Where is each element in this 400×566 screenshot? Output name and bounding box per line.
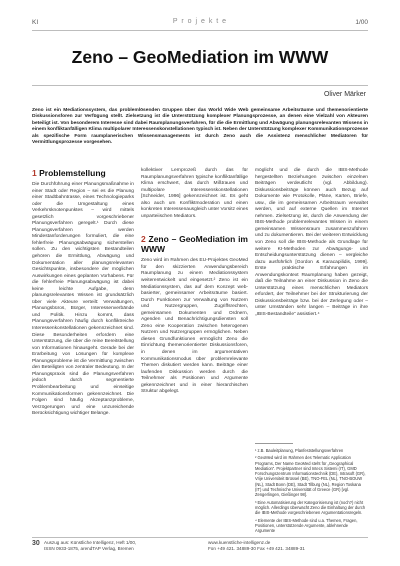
- footnote: ² GeoMed wird im Rahmen des Telematic Application Programs, Der Name GeoMed steht für „Geographical Mediation“. Projektpartner sind Intecs Sistemi (IT), GMD Forschungszentrum Informationstechnik (DE), Intrasoft (GR), Vrije Universiteit Brüssel (BE), TNO-FEL (NL), TNO-BOUW (NL), Stadt Bonn (DE), Stadt Tilburg (NL), Region Toskana (IT) und Technische Universität of Greece (GR) [vgl. Zengerlingen, Gießinger 98].: [255, 455, 366, 498]
- section-heading-2: [141, 234, 248, 254]
- footer-rule: [32, 537, 368, 538]
- publication-info: [44, 540, 136, 551]
- issue-number: 1/00: [355, 19, 368, 26]
- publication-line: ISSN 0933-1875, arendTAP Verlag, Bremen: [44, 545, 134, 551]
- footnotes: [255, 448, 368, 535]
- body-paragraph: Die Durchführung einer Planungsmaßnahme in einer Stadt oder Region – sei es die Planung einer Stadtbahntrasse, eines Technologieparks oder die Umgestaltung eines Verkehrsknotenpunktes – wird mittels gesetzlich vorgeschriebener Planungsverfahren geregelt.¹ Durch diese Planungsverfahren werden Mindestanforderungen formuliert, die eine fehlerfreie Planungsabwägung sicherstellen sollen. Zu den wichtigsten Bestandteilen gehören die Ermittlung, Abwägung und Dokumentation aller planungsrelevanten Gesichtspunkte, insbesondere der möglichen Auswirkungen eines geplanten Vorhabens. Für die fehlerfreie Planungsabwägung ist dabei keine leichte Aufgabe, denn planungsrelevantes Wissen ist grundsätzlich über viele Akteure verteilt: Verwaltungen, Planungsbüros, Bürger, Interessenverbände und Politik. Hinzu kommt, dass Planungsverfahren häufig durch konfliktreiche Interessenkonstellationen gekennzeichnet sind. Diese Besonderheiten erfordern eine Unterstützung, die über die reine Bereitstellung von Informationen hinausgeht. Gerade bei der Erarbeitung von Lösungen für komplexe Planungsprobleme ist die Vermittlung zwischen den Beteiligten von zentraler Bedeutung. In der Planungspraxis sind die Planungsverfahren jedoch durch segmentierte Problembearbeitung und einseitige Kommunikationsformen gekennzeichnet. Die Folgen sind häufig Akzeptanzprobleme, Verzögerungen und eine unzureichende Berücksichtigung wichtiger Belange.: [32, 182, 134, 417]
- section-number: 1: [32, 168, 37, 178]
- journal-abbrev: KI: [32, 19, 39, 26]
- body-paragraph: Zeno wird im Rahmen des EU-Projektes GeoMed für den skizzierten Anwendungsbereich Raumplanung zu einem Mediationssystem weiterentwickelt und eingesetzt.² Zeno ist ein Mediationssystem, das auf dem Konzept web-basierter, gemeinsamer Arbeitsräume basiert. Durch Funktionen zur Verwaltung von Nutzern und Nutzergruppen, Zugriffsrechten, gemeinsamen Dokumenten und Ordnern, Agenden und Benachrichtigungsdiensten soll Zeno eine Kooperation zwischen heterogenen Nutzern und Nutzergruppen ermöglichen. Neben diesen Grundfunktionen ermöglicht Zeno die Einrichtung themenorientierter Diskussionsforen, in denen im argumentativen Kommunikationsmodus über problemrelevante Themen diskutiert werden kann. Beiträge einer laufenden Diskussion werden durch die Teilnehmer als Positionen und Argumente gekennzeichnet und in einer hierarchischen Struktur abgelegt.: [141, 258, 248, 395]
- section-number: 2: [141, 234, 146, 245]
- abstract: Zeno ist ein Mediationssystem, das problemlösenden Gruppen über das World Wide Web gemeinsame Arbeitsräume und themenorientierte Diskussionsforen zur Verfügung stellt. Zielsetzung ist die Unterstützung komplexer Planungsprozesse, an denen eine Vielzahl von Akteuren beteiligt ist. Von besonderem Interesse sind dabei Raumplanungsverfahren, für die die Ermittlung und Abwägung planungsrelevanten Wissens in einem konfliktanfälligen Klima multipolarer Interessenskonstellationen typisch ist. Neben der Unterstützung komplexer Kommunikationsprozesse als spezifische Form raumplanerischen Wissensmanagements ist durch Zeno auch die Assistenz menschlicher Mediatoren für Vermittlungsprozesse vorgesehen.: [32, 108, 368, 146]
- phone-fax: Fon +49 421. 34889-30 Fax +49 421. 34889-31: [208, 545, 305, 551]
- section-title: Problemstellung: [39, 168, 106, 178]
- author-name: Oliver Märker: [323, 91, 366, 98]
- page-number: 30: [32, 540, 40, 547]
- footnote: ³ Eine Automatisierung der Kategorisierung ist (noch?) nicht möglich. Allerdings überwacht Zeno die Einhaltung der durch die IBIS-Methode vorgeschriebenen Argumentationsregeln.: [255, 499, 366, 516]
- title-rule: [32, 85, 368, 86]
- text-column-1: [32, 168, 134, 418]
- header-rule: [32, 30, 368, 31]
- text-column-2: [141, 168, 248, 396]
- publication-line: Auszug aus: Künstliche Intelligenz, Heft 1/00,: [44, 540, 137, 545]
- running-header: [32, 17, 368, 29]
- body-paragraph: möglicht und die durch die IBIS-Methode hergestellten Beziehungen zwischen einzelnen Beiträgen verdeutlicht (vgl. Abbildung). Diskussionsbeiträge können auch Bezug auf Dokumente wie Protokolle, Pläne, Karten, Briefe, usw., die im gemeinsamen Arbeitsraum verwaltet werden, und auf externe Quellen im Internet nehmen. Zielsetzung ist, durch die Anwendung der IBIS-Methode problemrelevantes Wissen in einem gemeinsamen Wissensraum zusammenzuführen und zu dokumentieren. Bei der weiteren Entwicklung von Zeno soll die IBIS-Methode als Grundlage für weitere KI-Methoden zur Abwägungs- und Entscheidungsunterstützung dienen – vergleiche dazu ausführlich [Gordon & Karacapilidis, 1999]. Erste praktische Erfahrungen im Anwendungskontext Raumplanung haben gezeigt, daß die Teilnahme an einer Diskussion in Zeno die Unterstützung eines menschlichen Mediators erfordert, der Teilnehmer bei der Strukturierung der Diskussionsbeiträge bzw. bei der Zerlegung oder – unter Umständen sehr langen – Beiträge in ihre „IBIS-Bestandteile“ assistiert.⁴: [255, 168, 368, 318]
- footnote: ⁴ Elemente der IBIS-Methode sind u.a. Themen, Fragen, Positionen, unterstützende Argumente, ablehnende Argumente: [255, 517, 358, 534]
- publisher-contact: [208, 540, 305, 551]
- section-label: P r o j e k t e: [172, 18, 228, 25]
- website-link[interactable]: www.kuenstliche-intelligenz.de: [208, 540, 271, 545]
- section-heading-1: [32, 168, 134, 178]
- footnote-rule: [255, 443, 293, 444]
- footnote: ¹ z.B. Bauleitplanung, Planfeststellungsverfahren: [255, 448, 344, 453]
- section-title: Zeno – GeoMediation im WWW: [141, 234, 248, 255]
- body-paragraph: kollektiver Lernprozeß durch das für Raumplanungsverfahren typische konfliktanfällige Klima erschwert, das durch Mißtrauen und multipolare Interessenskonstellationen [Schneider, 1996] gekennzeichnet ist. Es geht also auch um Konfliktmoderation und einen konkreten Interessenausgleich unter Vorsitz eines unparteiischen Mediators.: [141, 168, 248, 219]
- text-column-3: [255, 168, 368, 319]
- page-footer: [32, 540, 368, 560]
- article-title: Zeno – GeoMediation im WWW: [71, 47, 329, 67]
